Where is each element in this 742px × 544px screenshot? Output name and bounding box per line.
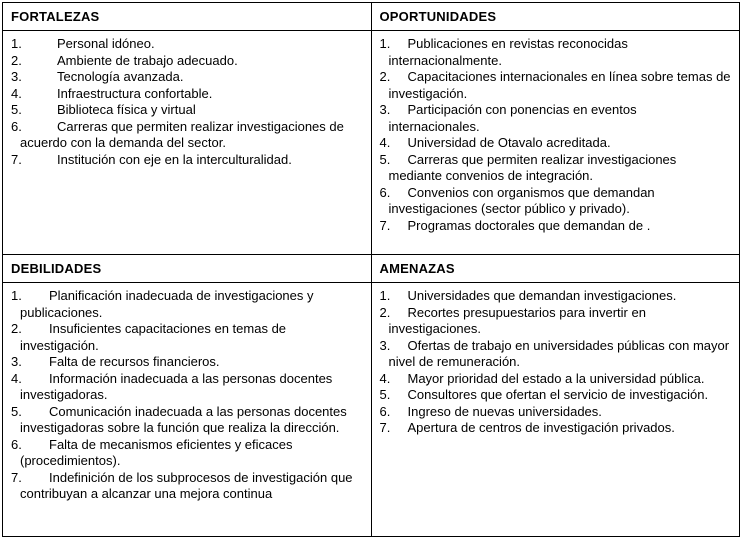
oportunidades-cell (371, 31, 740, 255)
list-item (380, 185, 732, 218)
list-item (11, 69, 363, 86)
item-number: 4. (379, 135, 391, 150)
item-text: Participación con ponencias en eventos internacionales. (388, 102, 637, 134)
list-item (11, 102, 363, 119)
list-item (11, 53, 363, 70)
item-text: Institución con eje en la interculturalidad. (57, 151, 292, 167)
list-item (11, 371, 363, 404)
list-item (380, 404, 732, 421)
amenazas-title: AMENAZAS (379, 261, 455, 276)
item-number: 3. (11, 69, 22, 84)
list-item (380, 152, 732, 185)
item-number: 1. (11, 288, 22, 303)
item-number: 3. (379, 102, 391, 117)
item-number: 2. (11, 321, 22, 336)
list-item (11, 321, 363, 354)
item-number: 2. (379, 304, 391, 320)
oportunidades-list (380, 36, 732, 234)
item-text: Personal idóneo. (57, 36, 155, 51)
item-text: Planificación inadecuada de investigaciones y publicaciones. (20, 288, 314, 320)
fortalezas-cell (3, 31, 372, 255)
item-number: 5. (379, 387, 391, 402)
item-text: Capacitaciones internacionales en línea sobre temas de investigación. (388, 69, 731, 101)
item-text: Falta de recursos financieros. (49, 354, 220, 369)
item-number: 4. (11, 370, 22, 386)
item-text: Programas doctorales que demandan de . (407, 217, 651, 233)
swot-table (2, 2, 740, 537)
item-text: Indefinición de los subprocesos de investigación que contribuyan a alcanzar una mejora continua (20, 469, 353, 501)
item-text: Falta de mecanismos eficientes y eficaces (procedimientos). (20, 436, 293, 468)
list-item (380, 387, 732, 404)
fortalezas-title: FORTALEZAS (11, 9, 100, 24)
item-text: Ambiente de trabajo adecuado. (57, 52, 238, 68)
item-number: 2. (11, 52, 22, 68)
item-text: Convenios con organismos que demandan investigaciones (sector público y privado). (388, 184, 655, 216)
list-item (380, 420, 732, 437)
list-item (11, 404, 363, 437)
item-text: Biblioteca física y virtual (57, 102, 196, 117)
item-text: Carreras que permiten realizar investigaciones de acuerdo con la demanda del sector. (20, 118, 344, 150)
header-row-top (3, 3, 740, 31)
debilidades-list (11, 288, 363, 503)
amenazas-cell (371, 283, 740, 537)
amenazas-header (371, 255, 740, 283)
list-item (11, 354, 363, 371)
header-row-bottom (3, 255, 740, 283)
debilidades-header (3, 255, 372, 283)
item-number: 7. (11, 469, 22, 485)
item-number: 5. (11, 102, 22, 117)
item-text: Ingreso de nuevas universidades. (407, 403, 602, 419)
list-item (380, 69, 732, 102)
list-item (11, 437, 363, 470)
item-text: Universidades que demandan investigaciones. (407, 288, 677, 303)
item-number: 7. (11, 151, 22, 167)
item-text: Mayor prioridad del estado a la universidad pública. (407, 370, 705, 386)
fortalezas-list (11, 36, 363, 168)
item-text: Apertura de centros de investigación privados. (407, 420, 675, 435)
list-item (380, 135, 732, 152)
item-number: 1. (379, 288, 391, 303)
amenazas-list (380, 288, 732, 437)
item-number: 4. (11, 85, 22, 101)
item-number: 3. (11, 354, 22, 369)
debilidades-title: DEBILIDADES (11, 261, 102, 276)
item-text: Información inadecuada a las personas docentes investigadoras. (20, 370, 333, 402)
content-row-bottom (3, 283, 740, 537)
content-row-top (3, 31, 740, 255)
list-item (11, 152, 363, 169)
item-number: 3. (379, 337, 391, 353)
item-number: 1. (379, 36, 391, 51)
list-item (380, 288, 732, 305)
list-item (380, 36, 732, 69)
item-number: 4. (379, 370, 391, 386)
list-item (11, 119, 363, 152)
item-text: Tecnología avanzada. (57, 69, 184, 84)
item-text: Carreras que permiten realizar investigaciones mediante convenios de integración. (388, 151, 677, 183)
item-text: Comunicación inadecuada a las personas docentes investigadoras sobre la función que realiza la dirección. (20, 403, 347, 435)
item-text: Insuficientes capacitaciones en temas de investigación. (20, 321, 287, 353)
item-text: Ofertas de trabajo en universidades públicas con mayor nivel de remuneración. (388, 337, 730, 369)
item-text: Consultores que ofertan el servicio de investigación. (407, 387, 709, 402)
fortalezas-header (3, 3, 372, 31)
oportunidades-header (371, 3, 740, 31)
list-item (11, 86, 363, 103)
item-number: 6. (379, 184, 391, 200)
list-item (380, 218, 732, 235)
item-number: 6. (379, 403, 391, 419)
item-number: 5. (11, 403, 22, 419)
list-item (11, 288, 363, 321)
item-number: 7. (379, 420, 391, 435)
list-item (380, 371, 732, 388)
list-item (380, 305, 732, 338)
item-text: Infraestructura confortable. (57, 85, 213, 101)
list-item (380, 338, 732, 371)
oportunidades-title: OPORTUNIDADES (379, 9, 497, 24)
list-item (380, 102, 732, 135)
item-number: 7. (379, 217, 391, 233)
item-text: Recortes presupuestarios para invertir en investigaciones. (388, 304, 646, 336)
debilidades-cell (3, 283, 372, 537)
item-number: 5. (379, 151, 391, 167)
item-text: Publicaciones en revistas reconocidas internacionalmente. (388, 36, 628, 68)
item-text: Universidad de Otavalo acreditada. (407, 135, 611, 150)
list-item (11, 36, 363, 53)
item-number: 1. (11, 36, 22, 51)
item-number: 2. (379, 69, 391, 84)
item-number: 6. (11, 436, 22, 452)
list-item (11, 470, 363, 503)
item-number: 6. (11, 118, 22, 134)
